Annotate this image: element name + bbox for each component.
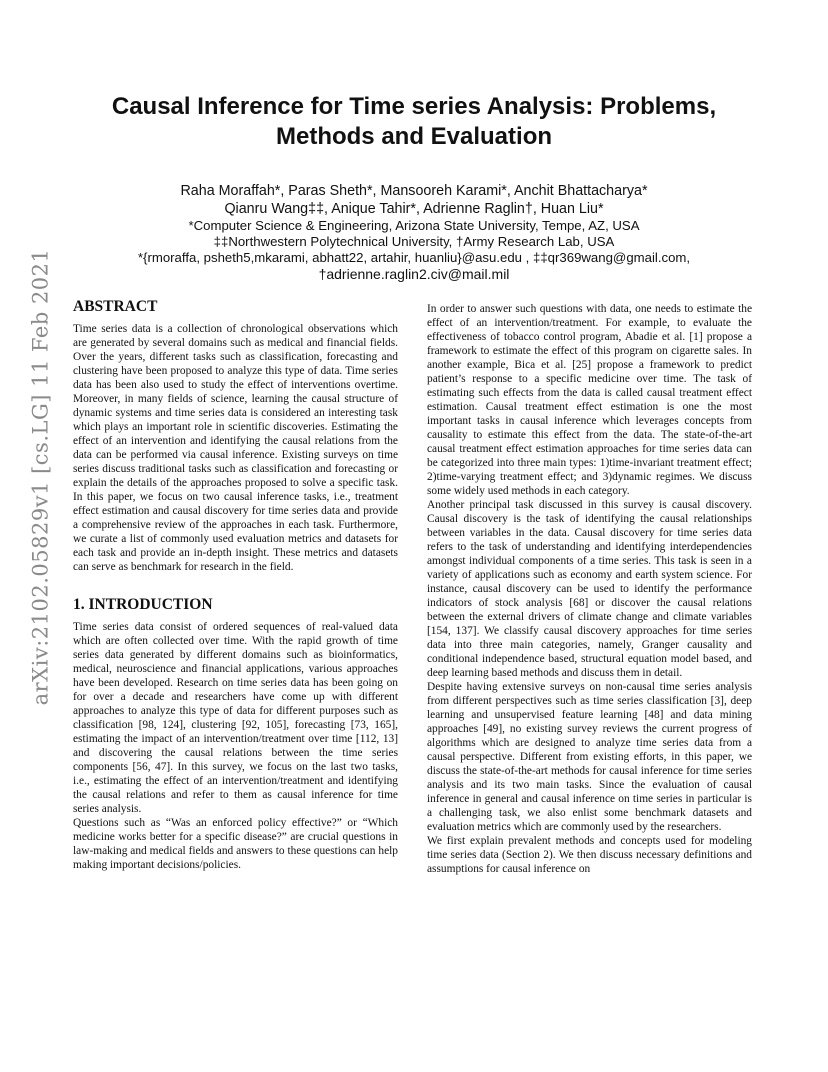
arxiv-stamp	[16, 248, 64, 706]
right-paragraph-3: Despite having extensive surveys on non-causal time series analysis from different perspectives such as time series classification [3], deep learning and unsupervised feature learning [48] and data mining approaches [49], no existing survey reviews the current progress of algorithms which are designed to analyze time series data from a causal perspective. Different from existing efforts, in this paper, we discuss the state-of-the-art methods for causal inference for time series analysis and its two main tasks. Since the evaluation of causal inference in general and causal inference on time series in particular is a challenging task, we also enlist some benchmark datasets and evaluation metrics which are commonly used by the researchers.	[427, 681, 752, 833]
left-column	[73, 298, 398, 872]
abstract-heading: ABSTRACT	[73, 298, 158, 315]
author-block	[90, 182, 738, 283]
affiliation-1: *Computer Science & Engineering, Arizona State University, Tempe, AZ, USA	[188, 218, 640, 233]
emails-line-1[interactable]: *{rmoraffa, psheth5,mkarami, abhatt22, artahir, huanliu}@asu.edu , ‡‡qr369wang@gmail.com,	[137, 250, 691, 265]
abstract-text: Time series data is a collection of chronological observations which are generated by several domains such as medical and financial fields. Over the years, different tasks such as classification, forecasting and clustering have been proposed to analyze this type of data. Time series data has been also used to study the effect of interventions overtime. Moreover, in many fields of science, learning the causal structure of dynamic systems and time series data is considered an interesting task which plays an important role in scientific discoveries. Estimating the effect of an intervention and identifying the causal relations from the data can be performed via causal inference. Existing surveys on time series discuss traditional tasks such as classification and forecasting or explain the details of the approaches proposed to solve a specific task. In this paper, we focus on two causal inference tasks, i.e., treatment effect estimation and causal discovery for time series data and provide a comprehensive review of the approaches in each task. Furthermore, we curate a list of commonly used evaluation metrics and datasets for each task and provide an in-depth insight. These metrics and datasets can serve as benchmark for research in the field.	[73, 323, 398, 573]
emails-line-2[interactable]: †adrienne.raglin2.civ@mail.mil	[318, 266, 510, 282]
authors-line-1: Raha Moraffah*, Paras Sheth*, Mansooreh Karami*, Anchit Bhattacharya*	[180, 183, 648, 199]
paper-title: Causal Inference for Time series Analysis: Problems, Methods and Evaluation	[111, 93, 717, 150]
right-paragraph-4: We first explain prevalent methods and concepts used for modeling time series data (Section 2). We then discuss necessary definitions and assumptions for causal inference on	[427, 835, 752, 875]
affiliation-2: ‡‡Northwestern Polytechnical University, †Army Research Lab, USA	[213, 234, 615, 249]
intro-paragraph-1: Time series data consist of ordered sequences of real-valued data which are often collected over time. With the rapid growth of time series data generated by different domains such as bioinformatics, medical, neuroscience and financial applications, various approaches have been developed. Research on time series data has been going on for over a decade and researchers have come up with different approaches to analyze this type of data for different purposes such as classification [98, 124], clustering [92, 105], forecasting [73, 165], estimating the impact of an intervention/treatment over time [112, 13] and discovering the causal relations between the time series components [56, 47]. In this survey, we focus on the last two tasks, i.e., estimating the effect of an intervention/treatment and identifying the causal relations and refer to them as causal inference for time series analysis.	[73, 621, 398, 815]
right-column	[427, 302, 752, 876]
right-paragraph-2: Another principal task discussed in this survey is causal discovery. Causal discovery is the task of identifying the causal relationships between variables in the data. Causal discovery for time series data refers to the task of understanding and identifying interdependencies amongst individual components of a time series. This task is seen in a variety of applications such as economy and earth system science. For instance, causal discovery can be used to identify the performance indicators of stock analysis [68] or discover the causal relations between the external drivers of climate change and climate variables [154, 137]. We classify causal discovery approaches for time series data into three main categories, namely, Granger causality and conditional independence based, structural equation model based, and deep learning based methods and discuss them in detail.	[427, 499, 752, 679]
intro-paragraph-2: Questions such as “Was an enforced policy effective?” or “Which medicine works better for a specific disease?” are crucial questions in law-making and medical fields and answers to these questions can help making important decisions/policies.	[73, 817, 398, 871]
arxiv-stamp-text: arXiv:2102.05829v1 [cs.LG] 11 Feb 2021	[28, 248, 53, 706]
authors-line-2: Qianru Wang‡‡, Anique Tahir*, Adrienne Raglin†, Huan Liu*	[224, 201, 604, 217]
right-paragraph-1: In order to answer such questions with data, one needs to estimate the effect of an intervention/treatment. For example, to evaluate the effectiveness of tobacco control program, Abadie et al. [1] propose a framework to estimate the effect of this program on cigarette sales. In another example, Bica et al. [25] propose a framework to predict patient’s response to a specific medicine over time. The task of estimating such effects from the data is called causal treatment effect estimation. Causal treatment effect estimation is one the most important tasks in causal inference which leverages concepts from causality to estimate this effect from the data. The state-of-the-art causal treatment effect estimation approaches for time series data can be categorized into three main types: 1)time-invariant treatment effect; 2)time-varying treatment effect; and 3)dynamic regimes. We discuss some widely used methods in each category.	[427, 303, 752, 497]
introduction-heading: 1. INTRODUCTION	[73, 596, 213, 613]
